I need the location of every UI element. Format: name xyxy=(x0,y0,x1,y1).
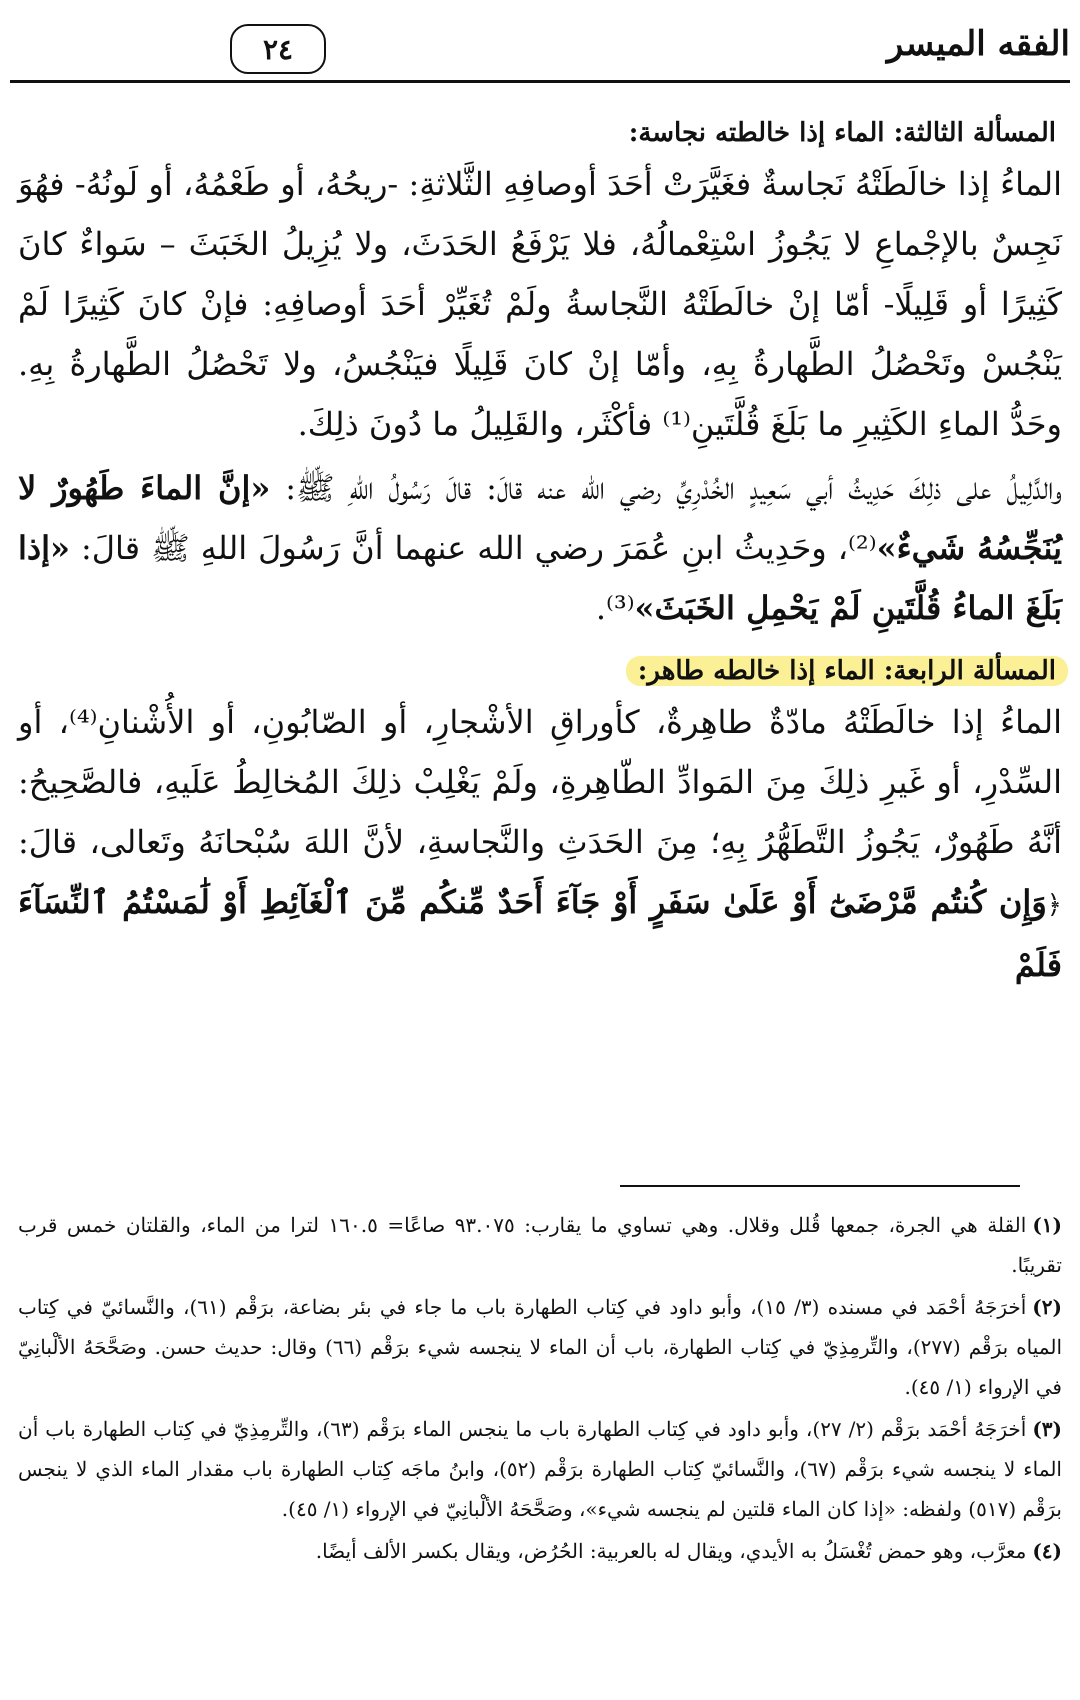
quran-verse: وَإِن كُنتُم مَّرْضَىٰٓ أَوْ عَلَىٰ سَفَرٍ أَوْ جَآءَ أَحَدٌ مِّنكُم مِّنَ ٱلْغَآئِطِ أَوْ لَٰمَسْتُمُ ٱلنِّسَآءَ فَلَمْ xyxy=(18,883,1062,984)
quran-bracket-open: ﴿ xyxy=(1046,890,1062,920)
footnote-4 xyxy=(18,1531,1062,1571)
footnote-number: (٢) xyxy=(1032,1295,1062,1319)
section-heading-3: المسألة الثالثة: الماء إذا خالطته نجاسة: xyxy=(628,118,1056,148)
footnote-2 xyxy=(18,1287,1062,1407)
footnotes xyxy=(18,1205,1062,1573)
page-header xyxy=(10,20,1070,83)
section-4-text: الماءُ إذا خالَطَتْهُ مادّةٌ طاهِرةٌ، كأوراقِ الأشْجارِ، أو الصّابُونِ، أو الأُشْنانِ⁽⁴⁾، أو السِّدْرِ، أو غَيرِ ذلِكَ مِنَ المَوادِّ الطّاهِرةِ، ولَمْ يَغْلِبْ ذلِكَ المُخالِطُ عَلَيهِ، فالصَّحِيحُ: أنَّهُ طَهُورٌ، يَجُوزُ التَّطَهُّرُ بِهِ؛ مِنَ الحَدَثِ والنَّجاسةِ، لأنَّ اللهَ سُبْحانَهُ وتَعالى، قالَ: xyxy=(18,703,1063,861)
section-4-paragraph-1 xyxy=(18,692,1062,995)
footnote-text: أخرَجَهُ أحْمَد برَقْم (٢/ ٢٧)، وأبو داود في كِتاب الطهارة باب ما ينجس الماء برَقْم (٦٣)، والتِّرمِذِيّ في كِتاب الطهارة باب أن الماء لا ينجسه شيء برَقْم (٦٧)، والنَّسائيّ كِتاب الطهارة برَقْم (٥٢)، وابنُ ماجَه كِتاب الطهارة باب مقدار الماء الذي لا ينجس برَقْم (٥١٧) ولفظه: «إذا كان الماء قلتين لم ينجسه شيء»، وصَحَّحَهُ الألْبانِيّ في الإرواء (١/ ٤٥). xyxy=(18,1417,1062,1521)
footnote-3 xyxy=(18,1409,1062,1529)
book-title: الفقه الميسر xyxy=(886,24,1070,64)
hadith-text-1: «إنَّ الماءَ طَهُورٌ لا يُنَجِّسُهُ شَيءٌ» xyxy=(18,469,1063,567)
hadith-text-2: «إذا بَلَغَ الماءُ قُلَّتَينِ لَمْ يَحْمِلِ الخَبَثَ» xyxy=(18,529,1062,627)
evidence-intro: والدَّلِيلُ على ذلِكَ حَدِيثُ أبي سَعِيدٍ الخُدْرِيِّ رضي الله عنه قالَ: قالَ رَسُولُ اللهِ ﷺ: xyxy=(270,469,1063,507)
page-number: ٢٤ xyxy=(230,24,326,74)
footnote-text: معرَّب، وهو حمض تُغْسَلُ به الأيدي، ويقال له بالعربية: الحُرُض، ويقال بكسر الألف أيضًا. xyxy=(315,1539,1027,1563)
section-heading-4: المسألة الرابعة: الماء إذا خالطه طاهر: xyxy=(626,656,1068,686)
footnote-number: (٣) xyxy=(1032,1417,1062,1441)
section-3-paragraph-2 xyxy=(18,458,1062,638)
footnote-1 xyxy=(18,1205,1062,1285)
main-content xyxy=(18,100,1062,999)
footnote-separator xyxy=(620,1185,1020,1187)
footnote-text: أخرَجَهُ أحْمَد في مسنده (٣/ ١٥)، وأبو داود في كِتاب الطهارة باب ما جاء في بئر بضاعة، برَقْم (٦١)، والنَّسائيّ في كِتاب المياه برَقْم (٢٧٧)، والتِّرمِذِيّ في كِتاب الطهارة، باب أن الماء لا ينجسه شيء برَقْم (٦٦) وقال: حديث حسن. وصَحَّحَهُ الألْبانِيّ في الإرواء (١/ ٤٥). xyxy=(18,1295,1062,1399)
section-heading-4-wrapper xyxy=(18,656,1062,686)
evidence-mid: ⁽²⁾، وحَدِيثُ ابنِ عُمَرَ رضي الله عنهما أنَّ رَسُولَ اللهِ ﷺ قالَ: xyxy=(70,529,877,567)
section-3-paragraph-1: الماءُ إذا خالَطَتْهُ نَجاسةٌ فغَيَّرَتْ أحَدَ أوصافِهِ الثَّلاثةِ: -ريحُهُ، أو طَعْمُهُ، أو لَونُهُ- فهُوَ نَجِسٌ بالإجْماعِ لا يَجُوزُ اسْتِعْمالُهُ، فلا يَرْفَعُ الحَدَثَ، ولا يُزِيلُ الخَبَثَ – سَواءٌ كانَ كَثِيرًا أو قَلِيلًا- أمّا إنْ خالَطَتْهُ النَّجاسةُ ولَمْ تُغَيِّرْ أحَدَ أوصافِهِ: فإنْ كانَ كَثِيرًا لَمْ يَنْجُسْ وتَحْصُلُ الطَّهارةُ بِهِ، وأمّا إنْ كانَ قَلِيلًا فيَنْجُسُ، ولا تَحْصُلُ الطَّهارةُ بِهِ. وحَدُّ الماءِ الكَثِيرِ ما بَلَغَ قُلَّتَينِ⁽¹⁾ فأكْثَر، والقَلِيلُ ما دُونَ ذلِكَ. xyxy=(18,165,1063,443)
footnote-number: (٤) xyxy=(1032,1539,1062,1563)
evidence-end: ⁽³⁾. xyxy=(595,589,635,627)
footnote-number: (١) xyxy=(1032,1213,1063,1237)
footnote-text: القلة هي الجرة، جمعها قُلل وقلال. وهي تساوي ما يقارب: ٩٣.٠٧٥ صاعًا= ١٦٠.٥ لترا من الماء، والقلتان خمس قرب تقريبًا. xyxy=(18,1213,1062,1277)
